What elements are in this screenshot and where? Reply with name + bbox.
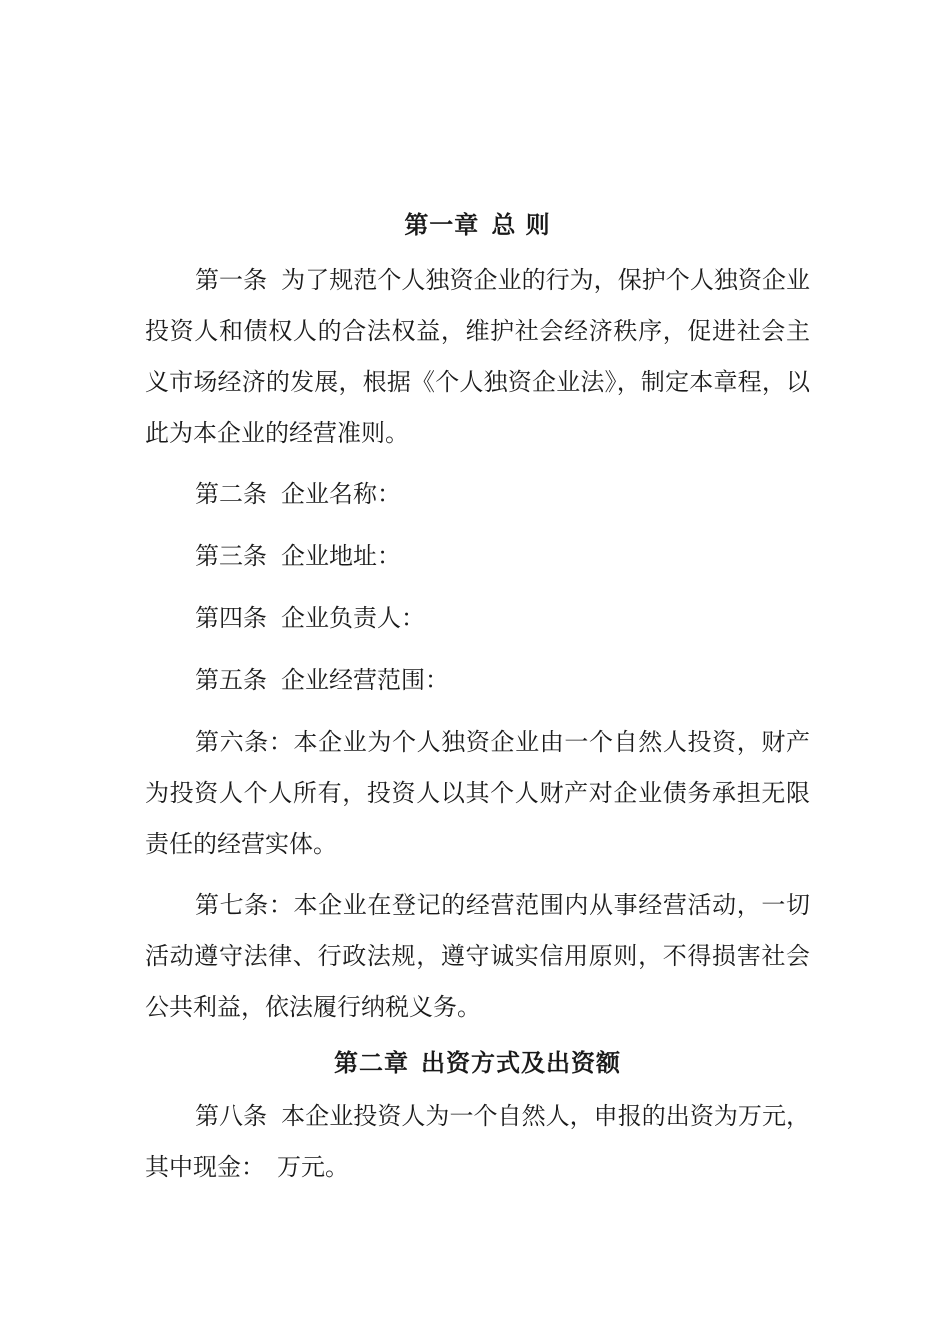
- chapter-1-title: [145, 205, 810, 245]
- chapter-2-title: [145, 1043, 810, 1083]
- chapter-1-name: 总 则: [491, 210, 551, 239]
- article-text: 为了规范个人独资企业的行为，保护个人独资企业投资人和债权人的合法权益，维护社会经济秩序，促进社会主义市场经济的发展，根据《个人独资企业法》，制定本章程，以此为本企业的经营准则。: [145, 266, 811, 447]
- article-number: 第六条：: [195, 728, 294, 756]
- chapter-1-number: 第一章: [404, 210, 480, 239]
- chapter-2-number: 第二章: [334, 1048, 409, 1077]
- article-3: [145, 531, 810, 582]
- article-text: 企业名称：: [281, 480, 401, 508]
- chapter-2-name: 出资方式及出资额: [421, 1048, 621, 1077]
- article-text: 企业负责人：: [281, 604, 425, 632]
- article-number: 第七条：: [195, 891, 294, 919]
- article-number: 第二条: [195, 480, 267, 508]
- article-number: 第八条: [195, 1102, 268, 1130]
- article-number: 第三条: [195, 542, 267, 570]
- article-text: 本企业为个人独资企业由一个自然人投资，财产为投资人个人所有，投资人以其个人财产对企业债务承担无限责任的经营实体。: [145, 728, 810, 858]
- document-body: [145, 205, 810, 1203]
- article-text: 本企业投资人为一个自然人，申报的出资为万元，其中现金： 万元。: [145, 1102, 811, 1181]
- article-2: [145, 469, 810, 520]
- article-number: 第一条: [195, 266, 268, 294]
- article-7: [145, 880, 810, 1033]
- article-4: [145, 593, 810, 644]
- article-text: 企业地址：: [281, 542, 401, 570]
- article-number: 第四条: [195, 604, 267, 632]
- article-text: 企业经营范围：: [281, 666, 449, 694]
- article-5: [145, 655, 810, 706]
- article-6: [145, 717, 810, 870]
- article-number: 第五条: [195, 666, 267, 694]
- article-8: [145, 1091, 810, 1193]
- article-text: 本企业在登记的经营范围内从事经营活动，一切活动遵守法律、行政法规，遵守诚实信用原则，不得损害社会公共利益，依法履行纳税义务。: [145, 891, 810, 1021]
- article-1: [145, 255, 810, 459]
